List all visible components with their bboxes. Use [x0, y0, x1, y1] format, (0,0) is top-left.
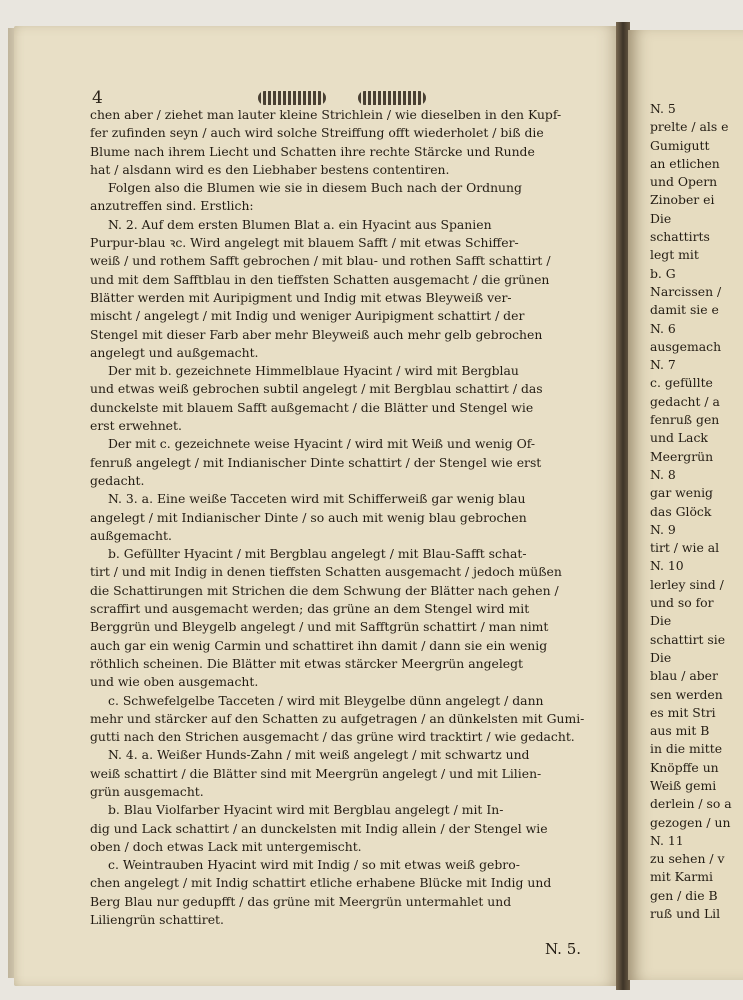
catchword: N. 5. [545, 940, 582, 958]
text-line: b. Gefüllter Hyacint / mit Bergblau angelegt / mit Blau-Safft schat- [108, 546, 527, 562]
text-line: und mit dem Safftblau in den tieffsten Schatten ausgemacht / die grünen [90, 271, 550, 287]
right-page-text [650, 100, 743, 923]
text-line: oben / doch etwas Lack mit untergemischt. [90, 838, 362, 854]
text-line: Meergrün [650, 448, 714, 464]
text-line: erst erwehnet. [90, 418, 182, 434]
text-line: grün ausgemacht. [90, 783, 204, 799]
text-line: Zinober ei [650, 192, 715, 208]
text-line: angelegt und außgemacht. [90, 344, 259, 360]
text-line: prelte / als e [650, 119, 729, 135]
text-line: und etwas weiß gebrochen subtil angelegt / mit Bergblau schattirt / das [90, 381, 543, 397]
text-line: tirt / und mit Indig in denen tieffsten Schatten ausgemacht / jedoch müßen [90, 564, 562, 580]
text-line: angelegt / mit Indianischer Dinte / so auch mit wenig blau gebrochen [90, 509, 527, 525]
text-line: und Opern [650, 174, 718, 190]
text-line: röthlich scheinen. Die Blätter mit etwas stärcker Meergrün angelegt [90, 655, 524, 671]
text-line: Die [650, 613, 672, 629]
text-line: gar wenig [650, 485, 713, 501]
text-line: Folgen also die Blumen wie sie in diesem Buch nach der Ordnung [108, 180, 522, 196]
text-line: N. 3. a. Eine weiße Tacceten wird mit Schifferweiß gar wenig blau [108, 491, 526, 507]
text-line: Berggrün und Bleygelb angelegt / und mit Safftgrün schattirt / man nimt [90, 619, 549, 635]
text-line: gezogen / un [650, 814, 731, 830]
text-line: Die [650, 649, 672, 665]
text-line: legt mit [650, 247, 699, 263]
text-line: chen aber / ziehet man lauter kleine Strichlein / wie dieselben in den Kupf- [90, 107, 562, 122]
text-line: ausgemach [650, 338, 722, 354]
text-line: b. Blau Violfarber Hyacint wird mit Bergblau angelegt / mit In- [108, 802, 504, 818]
text-line: Liliengrün schattiret. [90, 912, 224, 928]
text-line: die Schattirungen mit Strichen die dem Schwung der Blätter nach gehen / [90, 582, 559, 598]
text-line: Blätter werden mit Auripigment und Indig mit etwas Bleyweiß ver- [90, 289, 512, 305]
text-line: N. 8 [650, 466, 676, 482]
text-line: Weiß gemi [650, 777, 717, 793]
text-line: Knöpffe un [650, 759, 719, 775]
text-line: gedacht. [90, 472, 145, 488]
text-line: anzutreffen sind. Erstlich: [90, 198, 254, 214]
text-line: fenruß gen [650, 412, 720, 428]
text-line: dig und Lack schattirt / an dunckelsten mit Indig allein / der Stengel wie [90, 820, 548, 836]
text-line: fenruß angelegt / mit Indianischer Dinte schattirt / der Stengel wie erst [90, 454, 542, 470]
text-line: damit sie e [650, 302, 719, 318]
text-line: mischt / angelegt / mit Indig und weniger Auripigment schattirt / der [90, 308, 525, 324]
page-number: 4 [92, 88, 103, 108]
text-line: c. Schwefelgelbe Tacceten / wird mit Bleygelbe dünn angelegt / dann [108, 692, 544, 708]
text-line: dunckelste mit blauem Safft außgemacht / die Blätter und Stengel wie [90, 399, 534, 415]
text-line: mit Karmi [650, 869, 713, 885]
text-line: chen angelegt / mit Indig schattirt etliche erhabene Blücke mit Indig und [90, 875, 552, 891]
text-line: auch gar ein wenig Carmin und schattiret ihn damit / dann sie ein wenig [90, 637, 548, 653]
text-line: Stengel mit dieser Farb aber mehr Bleyweiß auch mehr gelb gebrochen [90, 326, 543, 342]
text-line: Purpur-blau ꝛc. Wird angelegt mit blauem Safft / mit etwas Schiffer- [90, 235, 519, 251]
text-line: N. 4. a. Weißer Hunds-Zahn / mit weiß angelegt / mit schwartz und [108, 747, 530, 763]
text-line: N. 7 [650, 357, 676, 373]
text-line: in die mitte [650, 741, 723, 757]
text-line: ruß und Lil [650, 906, 721, 922]
text-line: fer zufinden seyn / auch wird solche Streiffung offt wiederholet / biß die [90, 125, 544, 141]
text-line: N. 10 [650, 558, 684, 574]
text-line: N. 11 [650, 832, 684, 848]
text-line: und so for [650, 595, 714, 611]
text-line: Die [650, 210, 672, 226]
text-line: gen / die B [650, 887, 718, 903]
text-line: Berg Blau nur gedupfft / das grüne mit Meergrün untermahlet und [90, 893, 512, 909]
text-line: N. 2. Auf dem ersten Blumen Blat a. ein Hyacint aus Spanien [108, 216, 492, 232]
text-line: Der mit c. gezeichnete weise Hyacint / wird mit Weiß und wenig Of- [108, 436, 536, 452]
text-line: mehr und stärcker auf den Schatten zu aufgetragen / an dünkelsten mit Gumi- [90, 710, 585, 726]
text-line: an etlichen [650, 155, 720, 171]
text-line: Narcissen / [650, 283, 722, 299]
text-line: gedacht / a [650, 393, 720, 409]
ornament-right [358, 91, 426, 105]
text-line: Der mit b. gezeichnete Himmelblaue Hyacint / wird mit Bergblau [108, 363, 519, 379]
text-line: Gumigutt [650, 137, 710, 153]
ornament-left [258, 91, 326, 105]
text-line: derlein / so a [650, 796, 732, 812]
text-line: Blume nach ihrem Liecht und Schatten ihre rechte Stärcke und Runde [90, 143, 535, 159]
text-line: zu sehen / v [650, 851, 725, 867]
text-line: und wie oben ausgemacht. [90, 674, 259, 690]
text-line: es mit Stri [650, 704, 716, 720]
text-line: und Lack [650, 430, 708, 446]
text-line: weiß / und rothem Safft gebrochen / mit blau- und rothen Safft schattirt / [90, 253, 551, 269]
text-line: weiß schattirt / die Blätter sind mit Meergrün angelegt / und mit Lilien- [90, 765, 542, 781]
text-line: N. 5 [650, 101, 676, 116]
text-line: aus mit B [650, 723, 710, 739]
text-line: lerley sind / [650, 576, 724, 592]
text-line: gutti nach den Strichen ausgemacht / das grüne wird tracktirt / wie gedacht. [90, 729, 575, 745]
text-line: N. 6 [650, 320, 676, 336]
text-line: c. gefüllte [650, 375, 713, 391]
text-line: hat / alsdann wird es den Liebhaber bestens contentiren. [90, 161, 450, 177]
left-page-text [90, 106, 586, 929]
text-line: blau / aber [650, 668, 718, 684]
text-line: N. 9 [650, 521, 676, 537]
text-line: schattirt sie [650, 631, 726, 647]
text-line: sen werden [650, 686, 723, 702]
text-line: schattirts [650, 229, 710, 245]
text-line: außgemacht. [90, 527, 172, 543]
text-line: b. G [650, 265, 676, 281]
text-line: tirt / wie al [650, 540, 720, 556]
text-line: das Glöck [650, 503, 712, 519]
text-line: c. Weintrauben Hyacint wird mit Indig / so mit etwas weiß gebro- [108, 857, 520, 873]
text-line: scraffirt und ausgemacht werden; das grüne an dem Stengel wird mit [90, 601, 530, 617]
